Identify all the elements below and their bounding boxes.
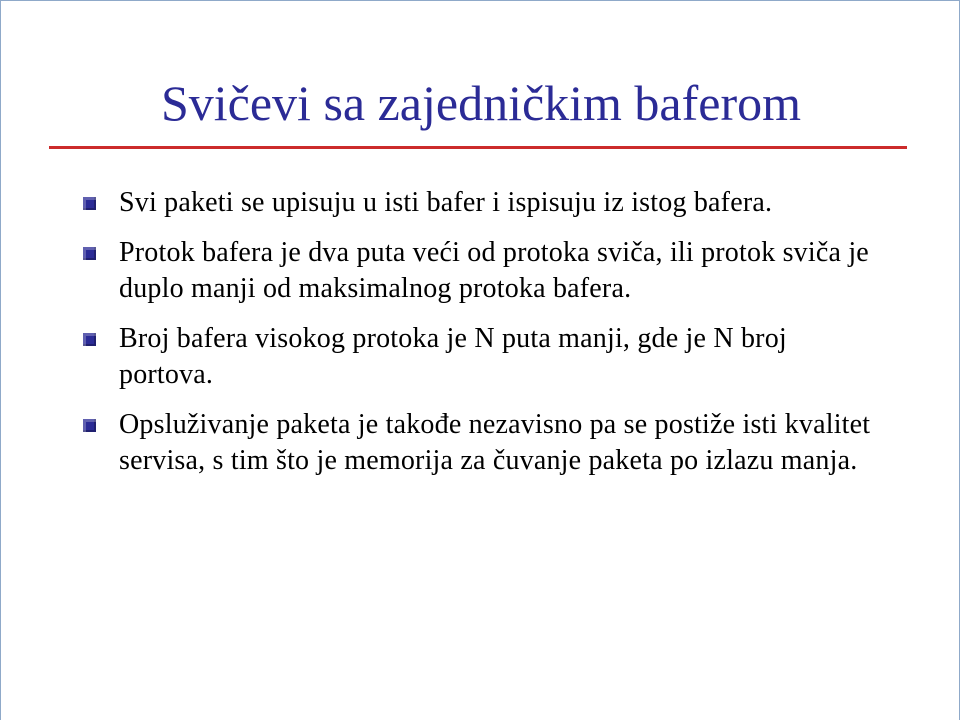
square-bullet-icon bbox=[83, 419, 96, 432]
bullet-item bbox=[83, 407, 883, 479]
bullet-text: Protok bafera je dva puta veći od protoka sviča, ili protok sviča je duplo manji od maksimalnog protoka bafera. bbox=[119, 237, 869, 304]
bullet-text: Broj bafera visokog protoka je N puta manji, gde je N broj portova. bbox=[119, 323, 787, 390]
bullet-text: Opsluživanje paketa je takođe nezavisno pa se postiže isti kvalitet servisa, s tim što je memorija za čuvanje paketa po izlazu manja. bbox=[119, 409, 871, 476]
bullet-item bbox=[83, 235, 883, 307]
square-bullet-icon bbox=[83, 197, 96, 210]
bullet-item bbox=[83, 321, 883, 393]
square-bullet-icon bbox=[83, 247, 96, 260]
title-underline bbox=[49, 146, 907, 149]
slide-title: Svičevi sa zajedničkim baferom bbox=[160, 75, 802, 131]
bullet-text: Svi paketi se upisuju u isti bafer i ispisuju iz istog bafera. bbox=[119, 187, 773, 218]
bullet-item bbox=[83, 185, 883, 221]
bullet-list bbox=[83, 185, 883, 493]
square-bullet-icon bbox=[83, 333, 96, 346]
